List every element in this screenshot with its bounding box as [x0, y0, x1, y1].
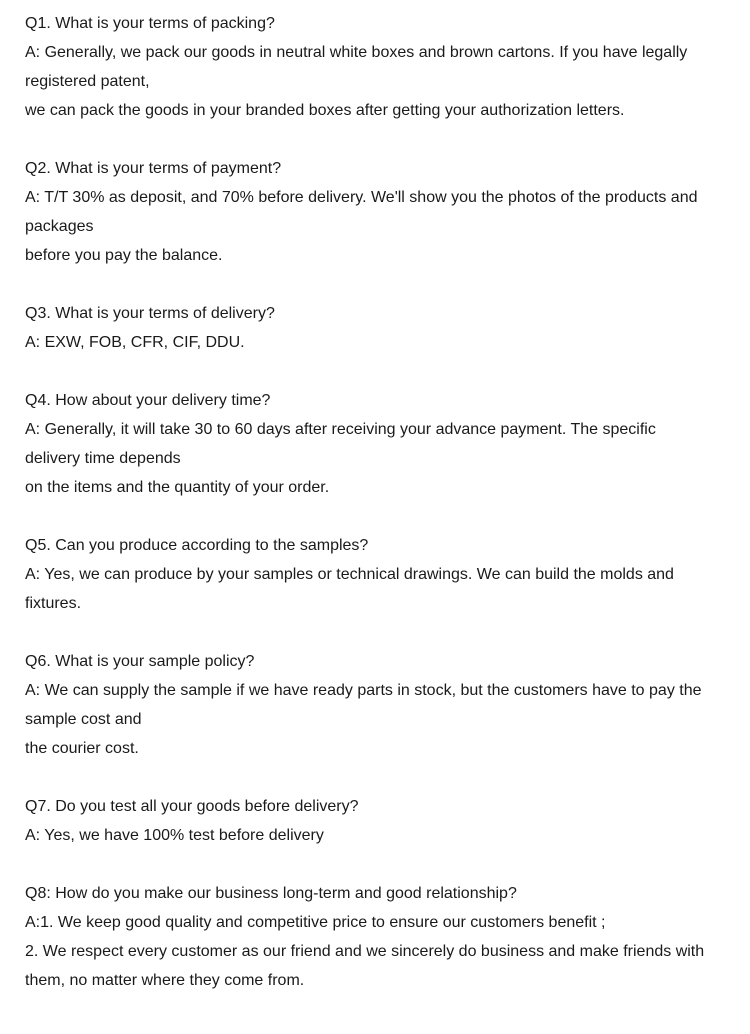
faq-answer-line: A: Yes, we have 100% test before delivery [25, 827, 324, 844]
faq-answer-line: registered patent, [25, 73, 150, 90]
faq-item-7 [25, 792, 740, 850]
faq-item-4 [25, 386, 740, 502]
faq-question: Q4. How about your delivery time? [25, 392, 271, 409]
faq-answer-line: fixtures. [25, 595, 82, 612]
faq-question: Q8: How do you make our business long-term and good relationship? [25, 885, 517, 902]
faq-question: Q6. What is your sample policy? [25, 653, 255, 670]
faq-question: Q5. Can you produce according to the samples? [25, 537, 369, 554]
faq-answer-line: packages [25, 218, 94, 235]
faq-item-3 [25, 299, 740, 357]
faq-item-1 [25, 9, 740, 125]
faq-list [25, 9, 740, 995]
faq-question: Q2. What is your terms of payment? [25, 160, 282, 177]
faq-item-6 [25, 647, 740, 763]
faq-answer-line: A: We can supply the sample if we have ready parts in stock, but the customers have to pay the [25, 682, 702, 699]
faq-answer-line: A: T/T 30% as deposit, and 70% before delivery. We'll show you the photos of the products and [25, 189, 698, 206]
faq-answer-line: them, no matter where they come from. [25, 972, 305, 989]
faq-answer-line: A: Yes, we can produce by your samples or technical drawings. We can build the molds and [25, 566, 674, 583]
faq-answer-line: delivery time depends [25, 450, 181, 467]
faq-item-2 [25, 154, 740, 270]
faq-answer-line: we can pack the goods in your branded boxes after getting your authorization letters. [25, 102, 625, 119]
faq-answer-line: the courier cost. [25, 740, 139, 757]
faq-answer-line: A:1. We keep good quality and competitive price to ensure our customers benefit ; [25, 914, 606, 931]
faq-answer-line: A: Generally, we pack our goods in neutral white boxes and brown cartons. If you have legally [25, 44, 688, 61]
faq-question: Q1. What is your terms of packing? [25, 15, 275, 32]
faq-item-5 [25, 531, 740, 618]
faq-item-8 [25, 879, 740, 995]
faq-question: Q7. Do you test all your goods before delivery? [25, 798, 359, 815]
faq-answer-line: on the items and the quantity of your order. [25, 479, 330, 496]
faq-answer-line: sample cost and [25, 711, 142, 728]
faq-answer-line: before you pay the balance. [25, 247, 223, 264]
faq-answer-line: 2. We respect every customer as our friend and we sincerely do business and make friends with [25, 943, 705, 960]
faq-answer-line: A: EXW, FOB, CFR, CIF, DDU. [25, 334, 245, 351]
faq-answer-line: A: Generally, it will take 30 to 60 days after receiving your advance payment. The specific [25, 421, 656, 438]
faq-question: Q3. What is your terms of delivery? [25, 305, 275, 322]
